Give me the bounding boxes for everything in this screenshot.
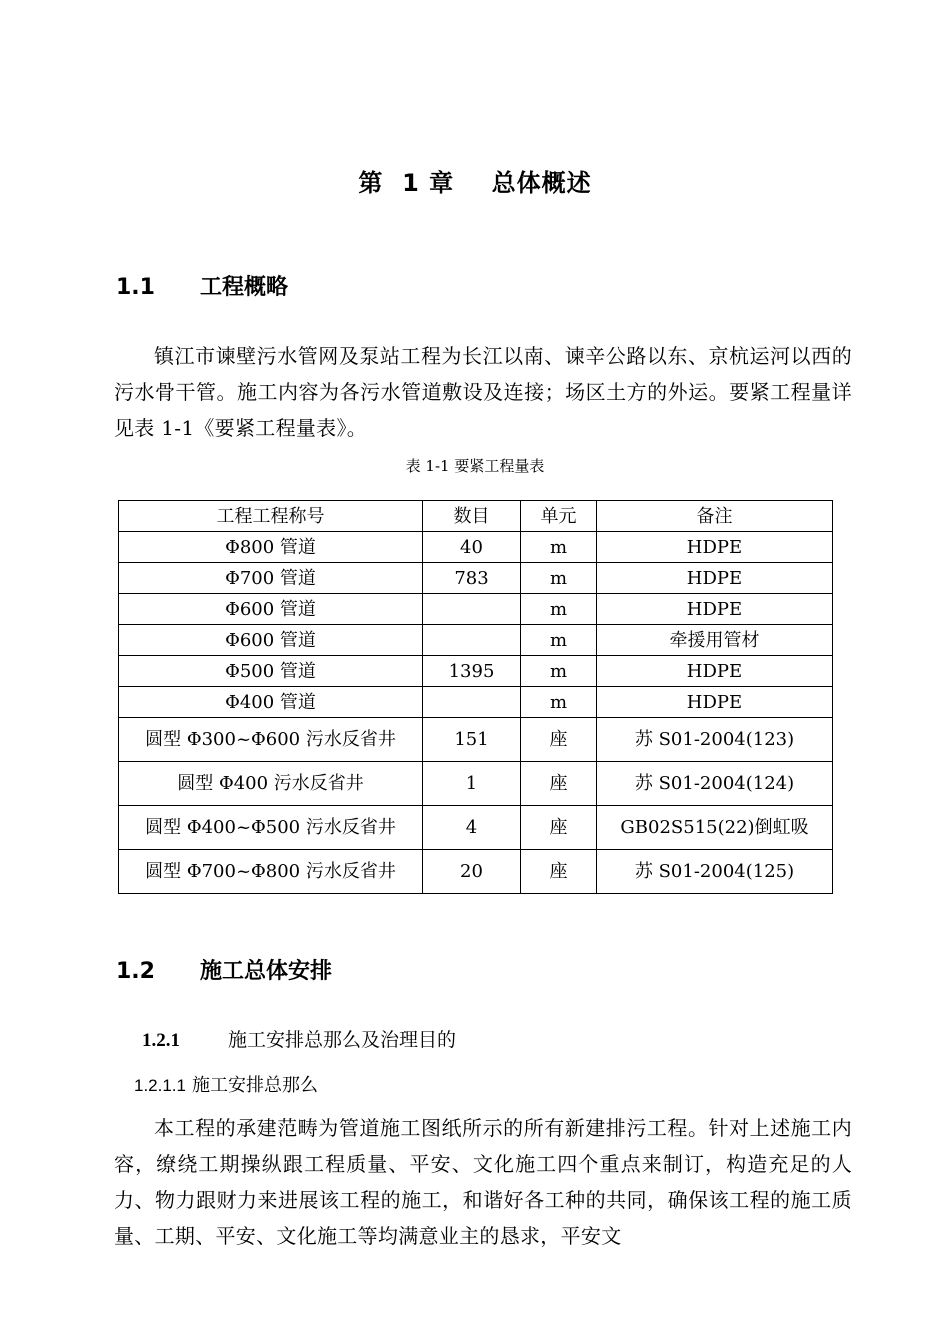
table-cell: m [521, 594, 597, 625]
table-header-cell: 数目 [423, 501, 521, 532]
table-cell: 座 [521, 806, 597, 850]
chapter-title: 第 1 章 总体概述 [358, 169, 592, 197]
subsection-number: 1.2.1 [142, 1030, 180, 1051]
table-caption: 表 1-1 要紧工程量表 [405, 457, 545, 475]
table-cell: HDPE [597, 532, 833, 563]
table-cell: 牵援用管材 [597, 625, 833, 656]
table-row [119, 656, 833, 687]
section-title: 工程概略 [200, 275, 289, 300]
table-cell: Φ400 管道 [119, 687, 423, 718]
table-row [119, 687, 833, 718]
table-cell: HDPE [597, 656, 833, 687]
table-row [119, 594, 833, 625]
table-cell: m [521, 625, 597, 656]
table-cell: 151 [423, 718, 521, 762]
table-cell: m [521, 532, 597, 563]
section-number: 1.2 [116, 959, 155, 984]
table-cell: 1395 [423, 656, 521, 687]
table-cell: Φ600 管道 [119, 625, 423, 656]
table-cell: 圆型 Φ300~Φ600 污水反省井 [119, 718, 423, 762]
table-cell [423, 625, 521, 656]
table-cell: Φ700 管道 [119, 563, 423, 594]
table-row [119, 718, 833, 762]
intro-paragraph: 镇江市谏壁污水管网及泵站工程为长江以南、谏辛公路以东、京杭运河以西的污水骨干管。施工内容为各污水管道敷设及连接；场区土方的外运。要紧工程量详见表 1-1《要紧工程量表》。 [114, 344, 852, 440]
table-cell: m [521, 563, 597, 594]
table-cell: 783 [423, 563, 521, 594]
table-cell: HDPE [597, 563, 833, 594]
subsubsection-number: 1.2.1.1 [134, 1076, 186, 1095]
table-cell: Φ800 管道 [119, 532, 423, 563]
table-cell: HDPE [597, 687, 833, 718]
table-cell: 圆型 Φ400 污水反省井 [119, 762, 423, 806]
section-title: 施工总体安排 [200, 959, 333, 984]
table-cell: m [521, 656, 597, 687]
table-cell: GB02S515(22)倒虹吸 [597, 806, 833, 850]
table-cell [423, 687, 521, 718]
table-cell: HDPE [597, 594, 833, 625]
table-header-cell: 备注 [597, 501, 833, 532]
table-cell: 圆型 Φ400~Φ500 污水反省井 [119, 806, 423, 850]
table-cell: 座 [521, 850, 597, 894]
quantity-table [118, 500, 833, 894]
table-header-cell: 单元 [521, 501, 597, 532]
table-cell: 圆型 Φ700~Φ800 污水反省井 [119, 850, 423, 894]
subsection-title: 施工安排总那么及治理目的 [228, 1029, 457, 1051]
table-row [119, 625, 833, 656]
table-cell: 苏 S01-2004(125) [597, 850, 833, 894]
table-cell: 1 [423, 762, 521, 806]
table-cell: Φ600 管道 [119, 594, 423, 625]
table-cell: 苏 S01-2004(124) [597, 762, 833, 806]
table-row [119, 850, 833, 894]
table-cell: 40 [423, 532, 521, 563]
table-header-row [119, 501, 833, 532]
table-cell [423, 594, 521, 625]
table-cell: 4 [423, 806, 521, 850]
subsubsection-title: 施工安排总那么 [192, 1075, 318, 1096]
section-heading-1-1 [116, 270, 288, 301]
section-heading-1-2 [116, 954, 332, 985]
table-cell: 座 [521, 718, 597, 762]
table-row [119, 532, 833, 563]
table-row [119, 762, 833, 806]
subsection-heading-1-2-1 [142, 1025, 456, 1052]
table-row [119, 806, 833, 850]
table-row [119, 563, 833, 594]
table-header-cell: 工程工程称号 [119, 501, 423, 532]
table-cell: 20 [423, 850, 521, 894]
section-number: 1.1 [116, 275, 155, 300]
subsubsection-heading-1-2-1-1 [134, 1071, 318, 1097]
table-cell: Φ500 管道 [119, 656, 423, 687]
table-cell: 座 [521, 762, 597, 806]
table-cell: 苏 S01-2004(123) [597, 718, 833, 762]
table-cell: m [521, 687, 597, 718]
body-paragraph: 本工程的承建范畴为管道施工图纸所示的所有新建排污工程。针对上述施工内容，缭绕工期操纵跟工程质量、平安、文化施工四个重点来制订，构造充足的人力、物力跟财力来进展该工程的施工，和谐好各工种的共同，确保该工程的施工质量、工期、平安、文化施工等均满意业主的恳求，平安文 [114, 1116, 852, 1248]
